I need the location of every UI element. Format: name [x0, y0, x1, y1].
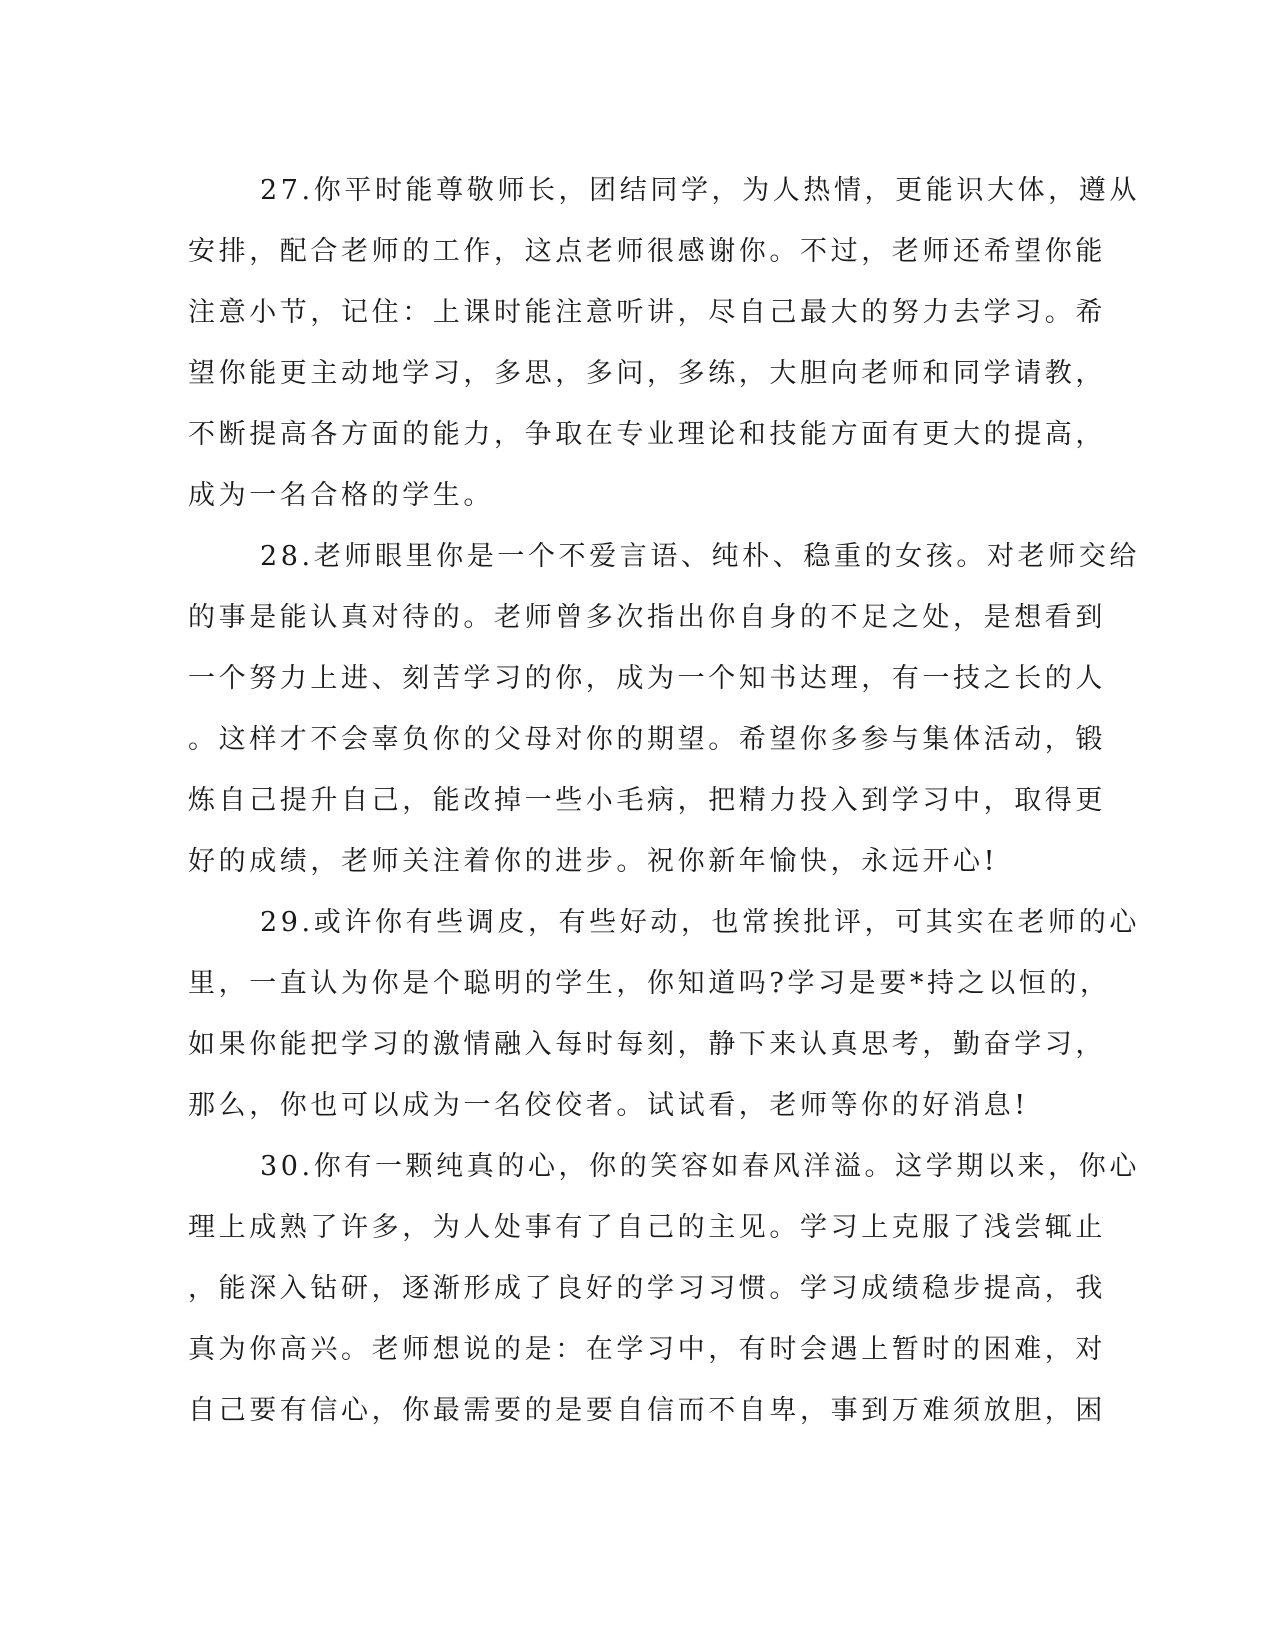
text-line: 的事是能认真对待的。老师曾多次指出你自身的不足之处，是想看到 — [188, 602, 1106, 633]
text-line: 望你能更主动地学习，多思，多问，多练，大胆向老师和同学请教， — [188, 358, 1106, 389]
text-line: 真为你高兴。老师想说的是：在学习中，有时会遇上暂时的困难，对 — [188, 1334, 1106, 1365]
text-line: 理上成熟了许多，为人处事有了自己的主见。学习上克服了浅尝辄止 — [188, 1212, 1106, 1243]
document-body — [188, 160, 1140, 1441]
text-line: 安排，配合老师的工作，这点老师很感谢你。不过，老师还希望你能 — [188, 236, 1106, 267]
text-line: 自己要有信心，你最需要的是要自信而不自卑，事到万难须放胆，困 — [188, 1395, 1106, 1426]
text-line: 里，一直认为你是个聪明的学生，你知道吗?学习是要*持之以恒的， — [188, 968, 1111, 999]
text-line: 炼自己提升自己，能改掉一些小毛病，把精力投入到学习中，取得更 — [188, 785, 1106, 816]
text-line: 一个努力上进、刻苦学习的你，成为一个知书达理，有一技之长的人 — [188, 663, 1106, 694]
text-line: 30.你有一颗纯真的心，你的笑容如春风洋溢。这学期以来，你心 — [260, 1151, 1140, 1182]
text-line: 那么，你也可以成为一名佼佼者。试试看，老师等你的好消息! — [188, 1090, 1029, 1121]
text-line: 。这样才不会辜负你的父母对你的期望。希望你多参与集体活动，锻 — [188, 724, 1106, 755]
text-line: 29.或许你有些调皮，有些好动，也常挨批评，可其实在老师的心 — [260, 907, 1140, 938]
paragraph-27 — [188, 160, 1140, 526]
paragraph-29 — [188, 892, 1140, 1136]
text-line: 不断提高各方面的能力，争取在专业理论和技能方面有更大的提高， — [188, 419, 1106, 450]
paragraph-30 — [188, 1136, 1140, 1441]
text-line: 成为一名合格的学生。 — [188, 480, 494, 511]
text-line: 如果你能把学习的激情融入每时每刻，静下来认真思考，勤奋学习， — [188, 1029, 1106, 1060]
text-line: 28.老师眼里你是一个不爱言语、纯朴、稳重的女孩。对老师交给 — [260, 541, 1140, 572]
paragraph-28 — [188, 526, 1140, 892]
text-line: 好的成绩，老师关注着你的进步。祝你新年愉快，永远开心! — [188, 846, 999, 877]
text-line: 注意小节，记住：上课时能注意听讲，尽自己最大的努力去学习。希 — [188, 297, 1106, 328]
text-line: 27.你平时能尊敬师长，团结同学，为人热情，更能识大体，遵从 — [260, 175, 1140, 206]
text-line: ，能深入钻研，逐渐形成了良好的学习习惯。学习成绩稳步提高，我 — [188, 1273, 1106, 1304]
